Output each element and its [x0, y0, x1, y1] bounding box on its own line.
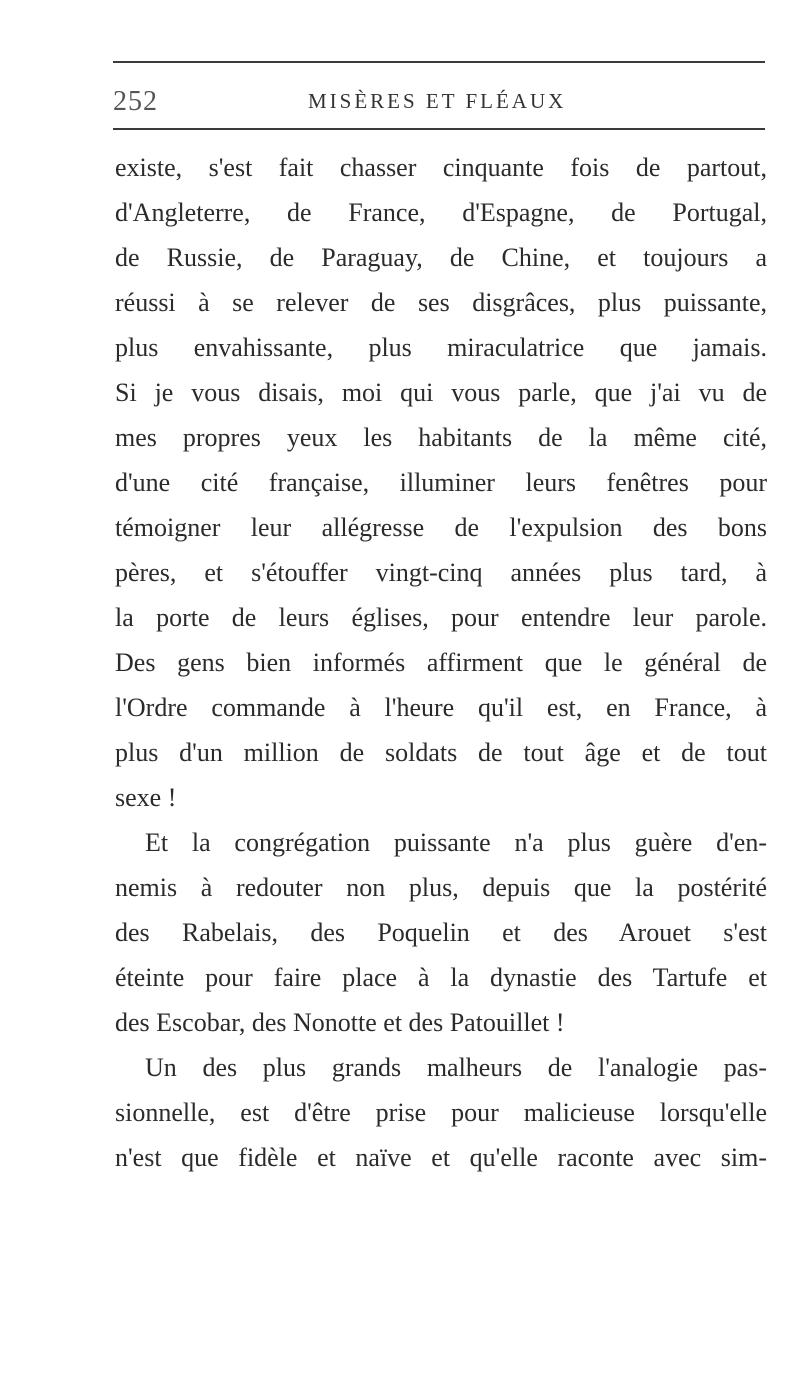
header-top-rule — [113, 61, 765, 63]
page-header — [113, 86, 765, 122]
body-text — [115, 145, 767, 1180]
text-line: Des gens bien informés affirment que le général de — [115, 648, 767, 677]
text-line: nemis à redouter non plus, depuis que la postérité — [115, 873, 767, 902]
text-line: l'Ordre commande à l'heure qu'il est, en France, à — [115, 693, 767, 722]
text-line: n'est que fidèle et naïve et qu'elle raconte avec sim- — [115, 1143, 767, 1172]
text-line: Si je vous disais, moi qui vous parle, que j'ai vu de — [115, 378, 767, 407]
text-line: la porte de leurs églises, pour entendre leur parole. — [115, 603, 767, 632]
text-line: réussi à se relever de ses disgrâces, plus puissante, — [115, 288, 767, 317]
text-line: d'une cité française, illuminer leurs fenêtres pour — [115, 468, 767, 497]
text-line: éteinte pour faire place à la dynastie des Tartufe et — [115, 963, 767, 992]
text-line: Un des plus grands malheurs de l'analogie pas- — [145, 1053, 767, 1082]
text-line: d'Angleterre, de France, d'Espagne, de Portugal, — [115, 198, 767, 227]
text-line: plus d'un million de soldats de tout âge et de tout — [115, 738, 767, 767]
text-line: Et la congrégation puissante n'a plus guère d'en- — [145, 828, 767, 857]
text-line: existe, s'est fait chasser cinquante fois de partout, — [115, 153, 767, 182]
text-line: sexe ! — [115, 783, 177, 812]
text-line: sionnelle, est d'être prise pour malicieuse lorsqu'elle — [115, 1098, 767, 1127]
text-line: mes propres yeux les habitants de la même cité, — [115, 423, 767, 452]
page-number: 252 — [113, 86, 158, 117]
header-bottom-rule — [113, 128, 765, 130]
text-line: des Escobar, des Nonotte et des Patouillet ! — [115, 1008, 565, 1037]
text-line: pères, et s'étouffer vingt-cinq années plus tard, à — [115, 558, 767, 587]
text-line: des Rabelais, des Poquelin et des Arouet s'est — [115, 918, 767, 947]
text-line: plus envahissante, plus miraculatrice que jamais. — [115, 333, 767, 362]
running-title: MISÈRES ET FLÉAUX — [308, 89, 567, 113]
text-line: de Russie, de Paraguay, de Chine, et toujours a — [115, 243, 767, 272]
text-line: témoigner leur allégresse de l'expulsion des bons — [115, 513, 767, 542]
